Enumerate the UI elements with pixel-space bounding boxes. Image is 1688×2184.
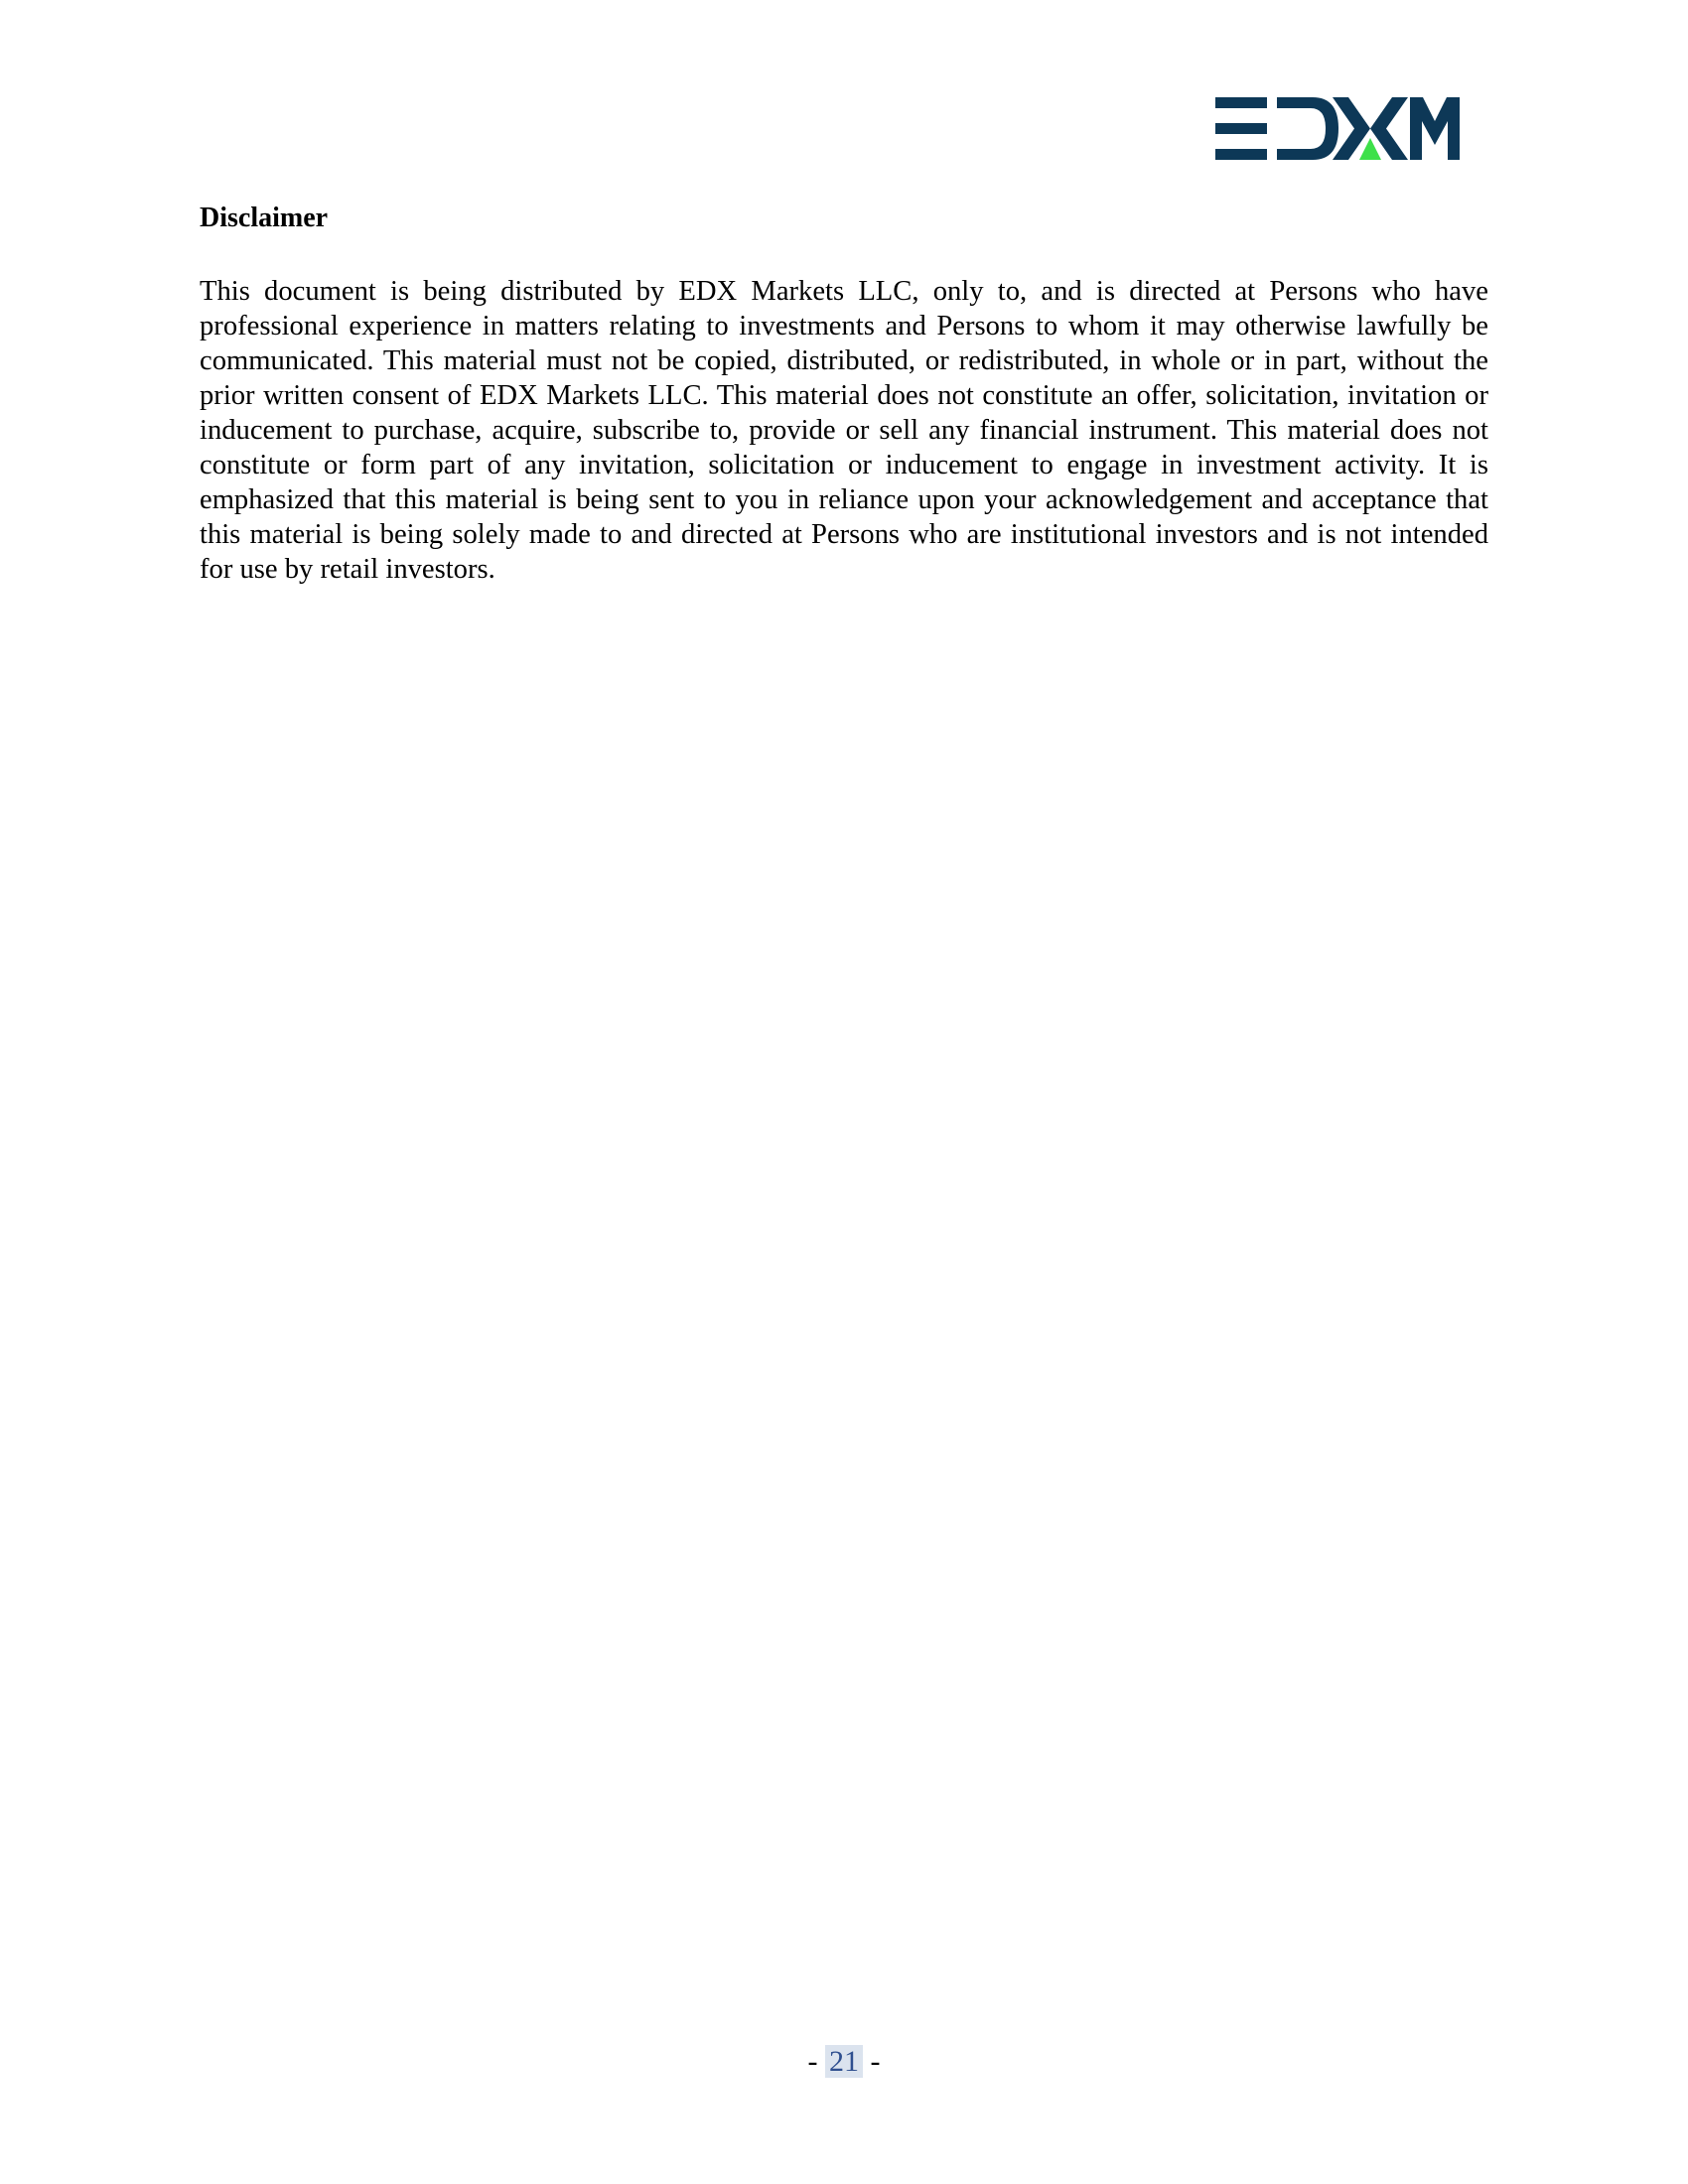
footer-prefix: - <box>807 2045 825 2078</box>
page-number: 21 <box>825 2045 863 2078</box>
edxm-logo-icon <box>1215 97 1460 161</box>
disclaimer-heading: Disclaimer <box>200 203 329 233</box>
disclaimer-paragraph: This document is being distributed by EDX Markets LLC, only to, and is directed at Persons who have professional experience in matters relating to investments and Persons to whom it may otherwise lawfully be communicated. This material must not be copied, distributed, or redistributed, in whole or in part, without the prior written consent of EDX Markets LLC. This material does not constitute an offer, solicitation, invitation or inducement to purchase, acquire, subscribe to, provide or sell any financial instrument. This material does not constitute or form part of any invitation, solicitation or inducement to engage in investment activity. It is emphasized that this material is being sent to you in reliance upon your acknowledgement and acceptance that this material is being solely made to and directed at Persons who are institutional investors and is not intended for use by retail investors. <box>200 276 1488 585</box>
page-footer <box>0 2043 1688 2081</box>
edxm-logo <box>1215 97 1460 161</box>
footer-suffix: - <box>863 2045 881 2078</box>
